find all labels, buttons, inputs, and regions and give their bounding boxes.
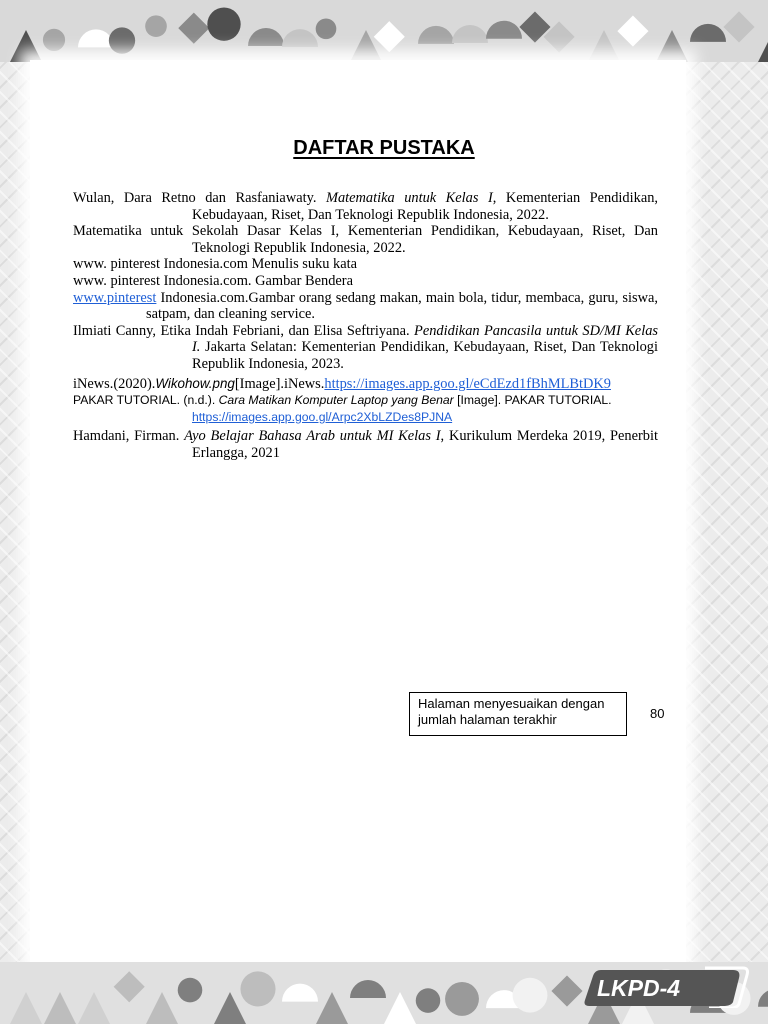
reference-list [73, 190, 658, 461]
decorative-shape [513, 978, 548, 1013]
reference-item: www. pinterest Indonesia.com. Gambar Bendera [73, 272, 353, 289]
decorative-shape [43, 29, 65, 51]
top-decorative-band [0, 0, 768, 62]
decorative-shape [445, 982, 479, 1016]
badge-label: LKPD-4 [597, 975, 681, 1001]
decorative-shape [207, 7, 240, 40]
decorative-shape [316, 18, 337, 39]
decorative-shape [416, 988, 441, 1013]
reference-item: Wulan, Dara Retno dan Rasfaniawaty. Matematika untuk Kelas I, Kementerian Pendidikan, Kebudayaan, Riset, Dan Teknologi Republik Indonesia, 2022. [73, 190, 659, 223]
reference-item: Matematika untuk Sekolah Dasar Kelas I, Kementerian Pendidikan, Kebudayaan, Riset, Dan Teknologi Republik Indonesia, 2022. [73, 223, 658, 256]
reference-item: www. pinterest Indonesia.com Menulis suku kata [73, 256, 358, 273]
reference-item: iNews.(2020).Wikohow.png[Image].iNews.https://images.app.goo.gl/eCdEzd1fBhMLBtDK9 [73, 375, 611, 392]
reference-item: www.pinterest Indonesia.com.Gambar orang sedang makan, main bola, tidur, membaca, guru, siswa, satpam, dan cleaning service. [73, 289, 658, 323]
lkpd-badge [583, 966, 753, 1008]
page-title: DAFTAR PUSTAKA [293, 137, 475, 159]
page-number: 80 [650, 706, 665, 721]
reference-item: PAKAR TUTORIAL. (n.d.). Cara Matikan Komputer Laptop yang Benar [Image]. PAKAR TUTORIAL. https://images.app.goo.gl/Arpc2XbLZDes8PJNA [73, 393, 612, 424]
decorative-shape [145, 15, 167, 37]
reference-link[interactable]: www.pinterest [73, 289, 157, 306]
reference-item: Ilmiati Canny, Etika Indah Febriani, dan Elisa Seftriyana. Pendidikan Pancasila untuk SD/MI Kelas I. Jakarta Selatan: Kementerian Pendidikan, Kebudayaan, Riset, Dan Teknologi Republik Indonesia, 2023. [73, 322, 658, 372]
reference-link[interactable]: https://images.app.goo.gl/eCdEzd1fBhMLBtDK9 [324, 375, 611, 392]
reference-link[interactable]: https://images.app.goo.gl/Arpc2XbLZDes8PJNA [192, 409, 453, 424]
decorative-shape [109, 27, 135, 53]
page-note-box: Halaman menyesuaikan dengan jumlah halaman terakhir [409, 692, 627, 736]
decorative-shape [240, 971, 275, 1006]
decorative-shape [178, 978, 203, 1003]
reference-item: Hamdani, Firman. Ayo Belajar Bahasa Arab untuk MI Kelas I, Kurikulum Merdeka 2019, Penerbit Erlangga, 2021 [73, 428, 658, 461]
